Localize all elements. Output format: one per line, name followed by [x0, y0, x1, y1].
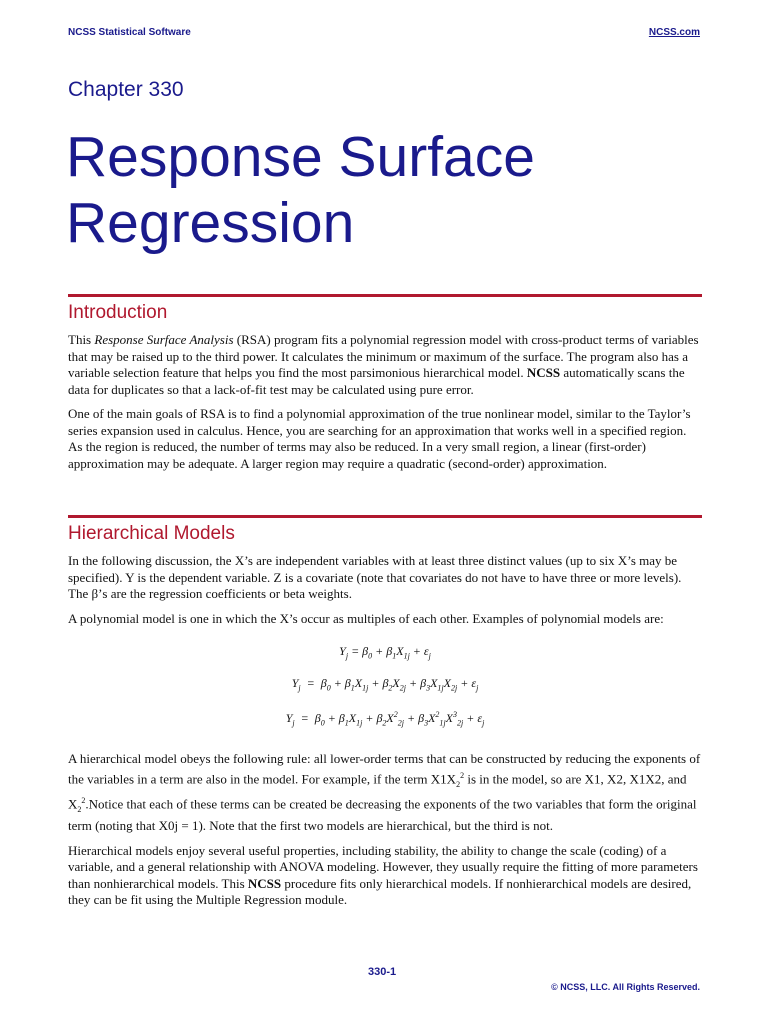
intro-paragraph-2: One of the main goals of RSA is to find a polynomial approximation of the true nonlinear model, similar to the Taylor’s series expansion used in calculus. Hence, you are searching for an approximation that works well in a specified region. As the region is reduced, the number of terms may also be reduced. In a very small region, a linear (first-order) approximation may be adequate. A larger region may require a quadratic (second-order) approximation. [68, 406, 691, 471]
intro-paragraph-1: This Response Surface Analysis (RSA) program fits a polynomial regression model with cross-product terms of variables that may be raised up to the third power. It calculates the minimum or maximum of the surface. The program also has a variable selection feature that helps you find the most parsimonious hierarchical model. NCSS automatically scans the data for duplicates so that a lack-of-fit test may be calculated using pure error. [68, 332, 699, 397]
hier-paragraph-1: In the following discussion, the X’s are independent variables with at least three distinct values (up to six X’s may be specified). Y is the dependent variable. Z is a covariate (note that covariates do not have to have three or more levels). The β’s are the regression coefficients or beta weights. [68, 553, 682, 601]
equation-1: $Y_j = \beta_0 + \beta_1X_{1j} + \varepsilon_j$ [339, 644, 431, 661]
hier-paragraph-3: A hierarchical model obeys the following rule: all lower-order terms that can be constructed by reducing the exponents of the variables in a term are also in the model. For example, if the term $X1X_2^2$ is in the model, so are X1, X2, X1X2, and $X_2^2.Notice$ that each of these terms can be created be decreasing the exponents of the two variables that form the original term (noting that X0j = 1). Note that the first two models are hierarchical, but the third is not. [68, 751, 701, 834]
copyright-notice: © NCSS, LLC. All Rights Reserved. [551, 982, 700, 992]
polynomial-equations [68, 641, 702, 737]
page-title: Response Surface Regression [66, 125, 535, 255]
introduction-section [68, 294, 702, 472]
section-divider [68, 294, 702, 297]
equation-2: $Y_j = \beta_0 + \beta_1X_{1j} + \beta_2X_{2j} + \beta_3X_{1j}X_{2j} + \varepsilon_j$ [291, 676, 479, 693]
page-number: 330-1 [368, 966, 397, 978]
chapter-label: Chapter 330 [68, 78, 184, 101]
hier-paragraph-2: A polynomial model is one in which the X’s occur as multiples of each other. Examples of polynomial models are: [68, 610, 664, 626]
introduction-heading: Introduction [68, 302, 168, 323]
equation-3: $Y_j = \beta_0 + \beta_1X_{1j} + \beta_2X^2_{2j} + \beta_3X^2_{1j}X^3_{2j} + \varepsilon_j$ [285, 710, 485, 728]
section-divider [68, 515, 702, 518]
header-ncss-link[interactable]: NCSS.com [648, 27, 700, 38]
hier-paragraph-4: Hierarchical models enjoy several useful properties, including stability, the ability to change the scale (coding) of a variable, and a general relationship with ANOVA modeling. However, they usually require the fitting of more parameters than nonhierarchical models. This NCSS procedure fits only hierarchical models. If nonhierarchical models are desired, they can be fit using the Multiple Regression module. [68, 842, 698, 908]
hierarchical-models-heading: Hierarchical Models [68, 523, 235, 544]
hierarchical-models-section [68, 515, 702, 909]
header-software-name: NCSS Statistical Software [68, 27, 191, 38]
